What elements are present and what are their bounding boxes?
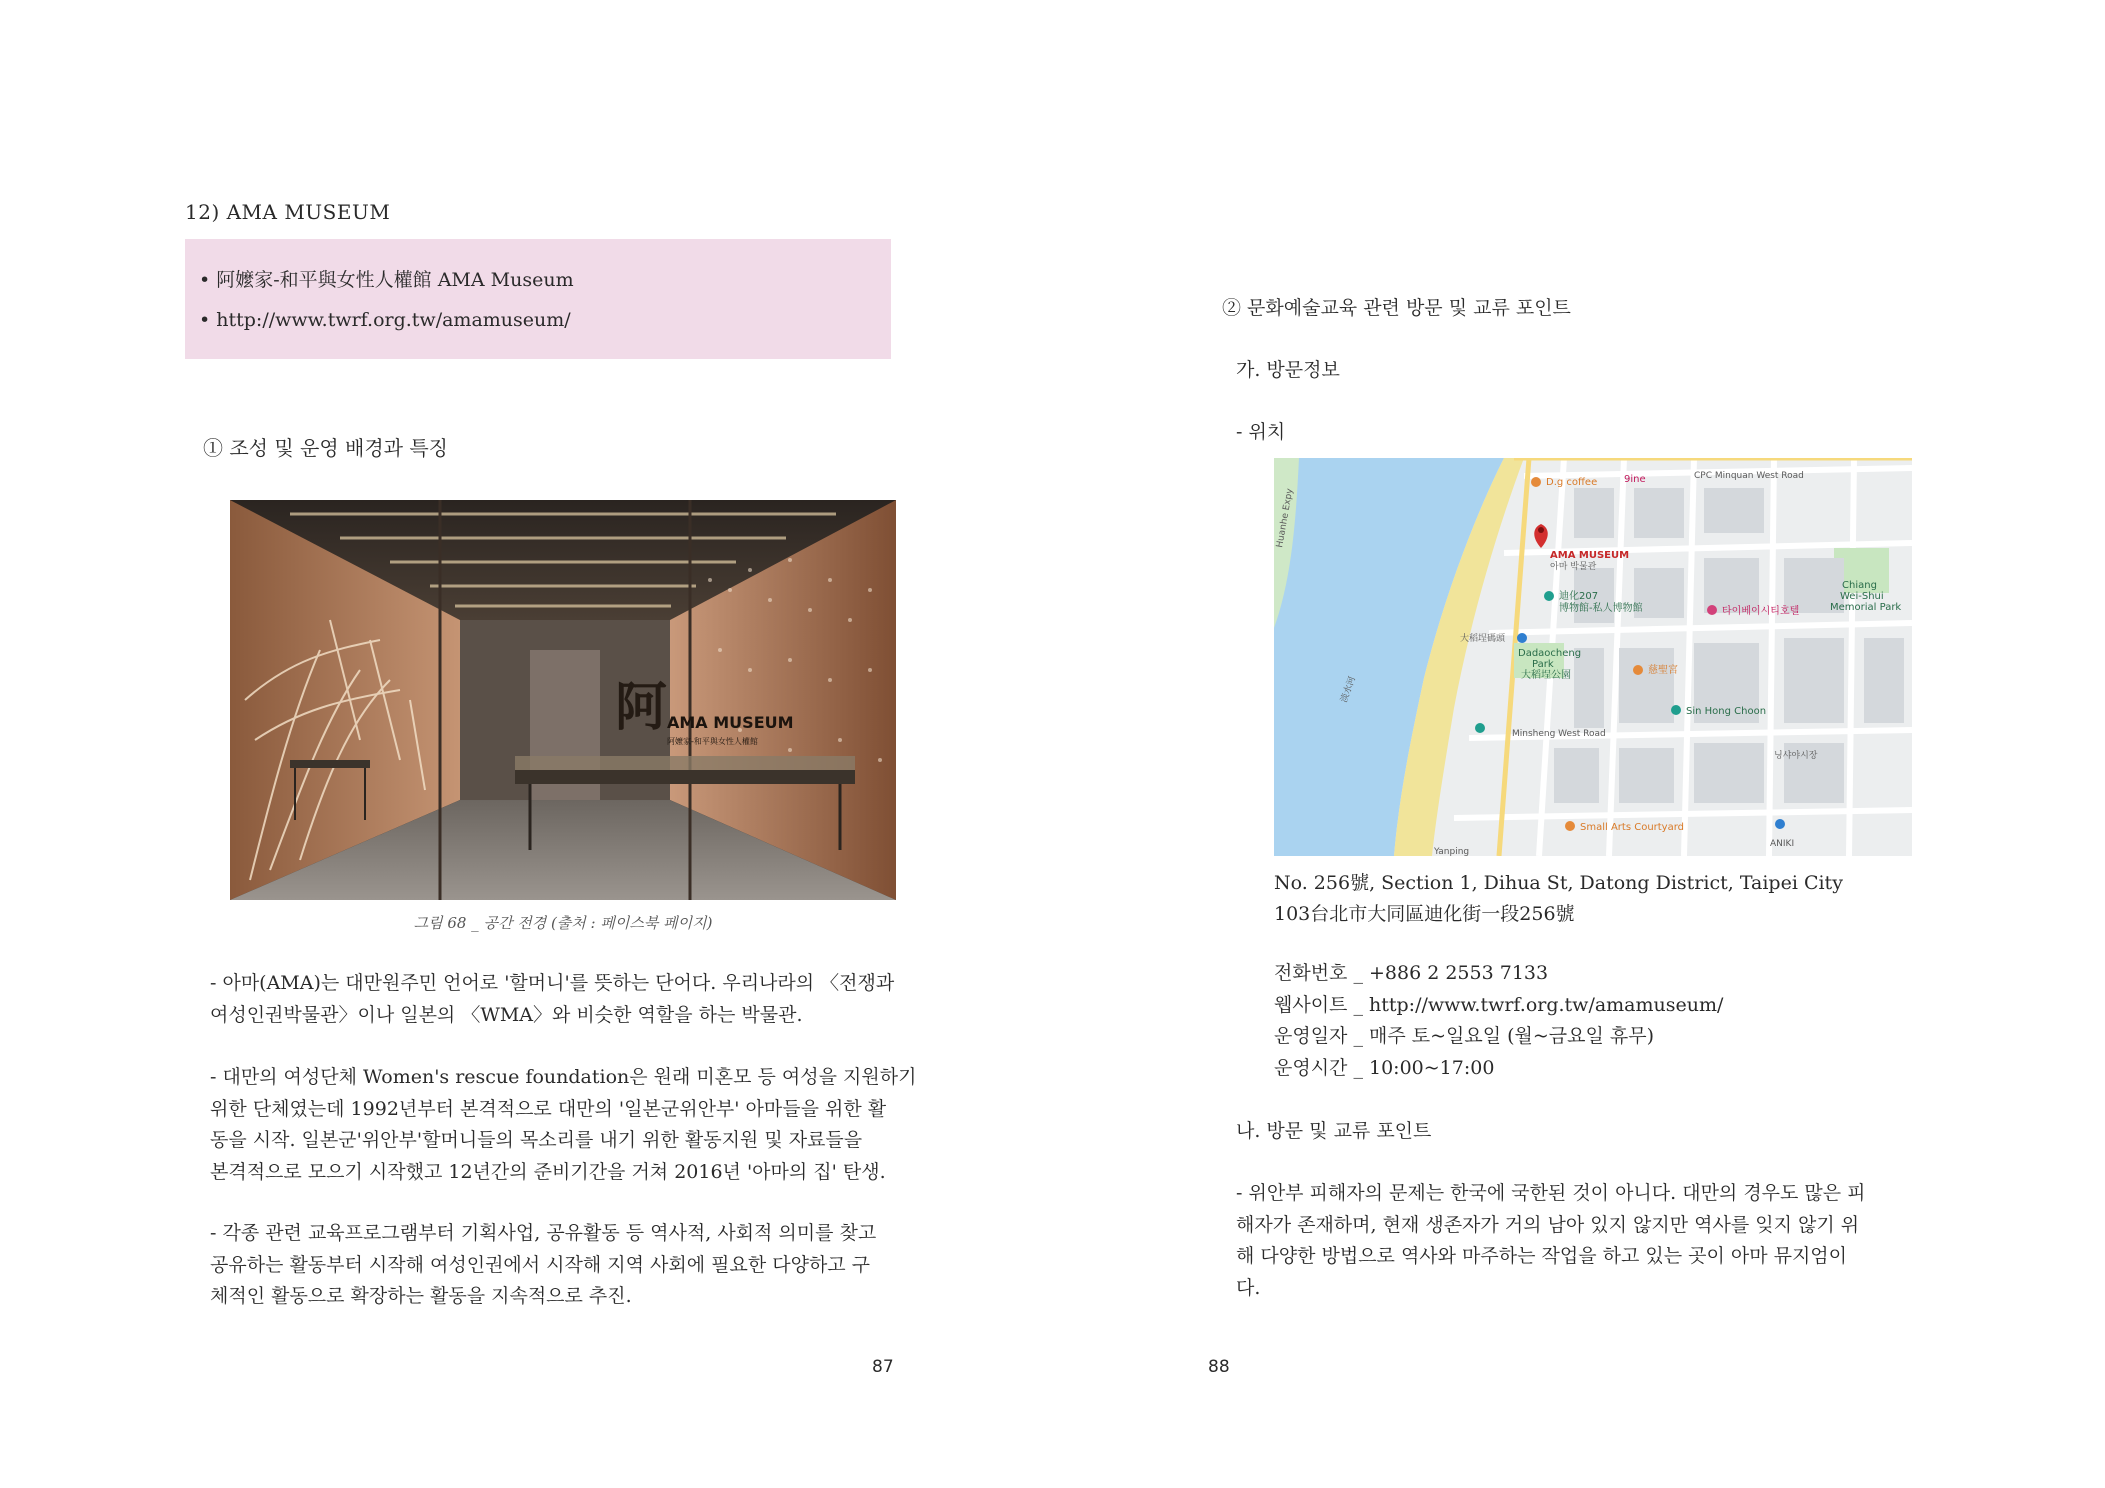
contact-open-days: 운영일자 _ 매주 토~일요일 (월~금요일 휴무): [1274, 1025, 1655, 1047]
section-heading-culture: ② 문화예술교육 관련 방문 및 교류 포인트: [1222, 297, 1571, 319]
paragraph-line: - 각종 관련 교육프로그램부터 기획사업, 공유활동 등 역사적, 사회적 의미를 찾고: [210, 1222, 877, 1244]
paragraph-line: - 아마(AMA)는 대만원주민 언어로 '할머니'를 뜻하는 단어다. 우리나라의 〈전쟁과: [210, 972, 895, 994]
paragraph-line: 공유하는 활동부터 시작해 여성인권에서 시작해 지역 사회에 필요한 다양하고 구: [210, 1253, 871, 1276]
paragraph-line: - 위안부 피해자의 문제는 한국에 국한된 것이 아니다. 대만의 경우도 많은 피: [1236, 1182, 1866, 1204]
sign-title: AMA MUSEUM: [667, 713, 794, 732]
map-label-chiang: Chiang: [1842, 580, 1877, 591]
map-label-aniki: ANIKI: [1770, 839, 1795, 849]
paragraph-1: [210, 968, 894, 1031]
map-label-207-b: 博物館-私人博物館: [1559, 603, 1643, 614]
info-box-name: • 阿嬤家-和平與女性人權館 AMA Museum: [199, 269, 574, 291]
exchange-heading: 나. 방문 및 교류 포인트: [1236, 1120, 1432, 1142]
map-label-smallarts: Small Arts Courtyard: [1580, 822, 1685, 833]
sign-subtitle: 阿嬤家-和平與女性人權館: [667, 737, 758, 746]
map-label-207: 迪化207: [1559, 591, 1599, 602]
visit-info-heading: 가. 방문정보: [1236, 359, 1340, 381]
paragraph-line: 여성인권박물관〉이나 일본의 〈WMA〉와 비슷한 역할을 하는 박물관.: [210, 1003, 803, 1026]
map-label-pier: 大稻埕碼頭: [1460, 634, 1506, 644]
paragraph-line: 해 다양한 방법으로 역사와 마주하는 작업을 하고 있는 곳이 아마 뮤지엄이: [1236, 1245, 1848, 1267]
map-label-hotel: 타이베이시티호텔: [1722, 606, 1800, 617]
paragraph-line: 다.: [1236, 1276, 1261, 1299]
address-line-en: No. 256號, Section 1, Dihua St, Datong District, Taipei City: [1274, 872, 1843, 894]
paragraph-line: - 대만의 여성단체 Women's rescue foundation은 원래 미혼모 등 여성을 지원하기: [210, 1066, 917, 1088]
map-label-restaurant: 慈聖宮: [1648, 665, 1678, 676]
paragraph-3: [210, 1218, 876, 1313]
exchange-paragraph: [1236, 1178, 1866, 1304]
paragraph-line: 동을 시작. 일본군'위안부'할머니들의 목소리를 내기 위한 활동지원 및 자료들을: [210, 1129, 863, 1151]
contact-website[interactable]: 웹사이트 _ http://www.twrf.org.tw/amamuseum/: [1274, 993, 1724, 1016]
map-label-dgcoffee: D.g coffee: [1546, 477, 1598, 488]
map-label-dadaocheng-b: Park: [1532, 659, 1554, 670]
map-label-cpc: CPC Minquan West Road: [1694, 471, 1804, 481]
map-label-yanping: Yanping: [1434, 847, 1470, 856]
contact-info: [1274, 958, 1723, 1084]
subheading-background: ① 조성 및 운영 배경과 특징: [203, 436, 448, 460]
paragraph-2: [210, 1062, 916, 1188]
location-label: - 위치: [1236, 421, 1286, 443]
contact-phone: 전화번호 _ +886 2 2553 7133: [1274, 962, 1549, 984]
map-label-nightmarket: 닝샤야시장: [1774, 751, 1818, 761]
sign-glyph: 阿: [615, 677, 668, 738]
map-label-river: 淡水河: [1339, 675, 1359, 705]
map-label-sinhong: Sin Hong Choon: [1686, 706, 1767, 717]
page-number-left: 87: [872, 1357, 894, 1377]
location-map[interactable]: [1274, 458, 1912, 856]
paragraph-line: 본격적으로 모으기 시작했고 12년간의 준비기간을 거쳐 2016년 '아마의 집' 탄생.: [210, 1160, 886, 1183]
map-label-minsheng: Minsheng West Road: [1512, 729, 1606, 739]
paragraph-line: 체적인 활동으로 확장하는 활동을 지속적으로 추진.: [210, 1285, 632, 1307]
address: [1274, 868, 1843, 930]
paragraph-line: 해자가 존재하며, 현재 생존자가 거의 남아 있지 않지만 역사를 잊지 않기 위: [1236, 1213, 1860, 1236]
map-label-ama: AMA MUSEUM: [1550, 550, 1630, 561]
info-box: [185, 239, 891, 359]
section-title: 12) AMA MUSEUM: [185, 200, 391, 224]
contact-open-hours: 운영시간 _ 10:00~17:00: [1274, 1056, 1495, 1079]
museum-photo: [230, 500, 896, 900]
map-label-chiang-b: Wei-Shui: [1840, 591, 1884, 602]
info-box-url[interactable]: • http://www.twrf.org.tw/amamuseum/: [199, 309, 571, 331]
map-label-dadaocheng-c: 大稻埕公園: [1521, 670, 1571, 681]
map-label-expressway: Huanhe Expy: [1275, 487, 1296, 549]
paragraph-line: 위한 단체였는데 1992년부터 본격적으로 대만의 '일본군위안부' 아마들을 위한 활: [210, 1097, 887, 1120]
address-line-zh: 103台北市大同區迪化街一段256號: [1274, 903, 1575, 925]
map-label-dadaocheng: Dadaocheng: [1518, 648, 1582, 659]
photo-caption: 그림 68 _ 공간 전경 (출처 : 페이스북 페이지): [413, 914, 713, 932]
map-label-chiang-c: Memorial Park: [1830, 602, 1902, 613]
map-label-ama-sub: 아마 박물관: [1550, 562, 1597, 572]
page-number-right: 88: [1208, 1357, 1230, 1377]
map-label-9ine: 9ine: [1624, 474, 1646, 485]
